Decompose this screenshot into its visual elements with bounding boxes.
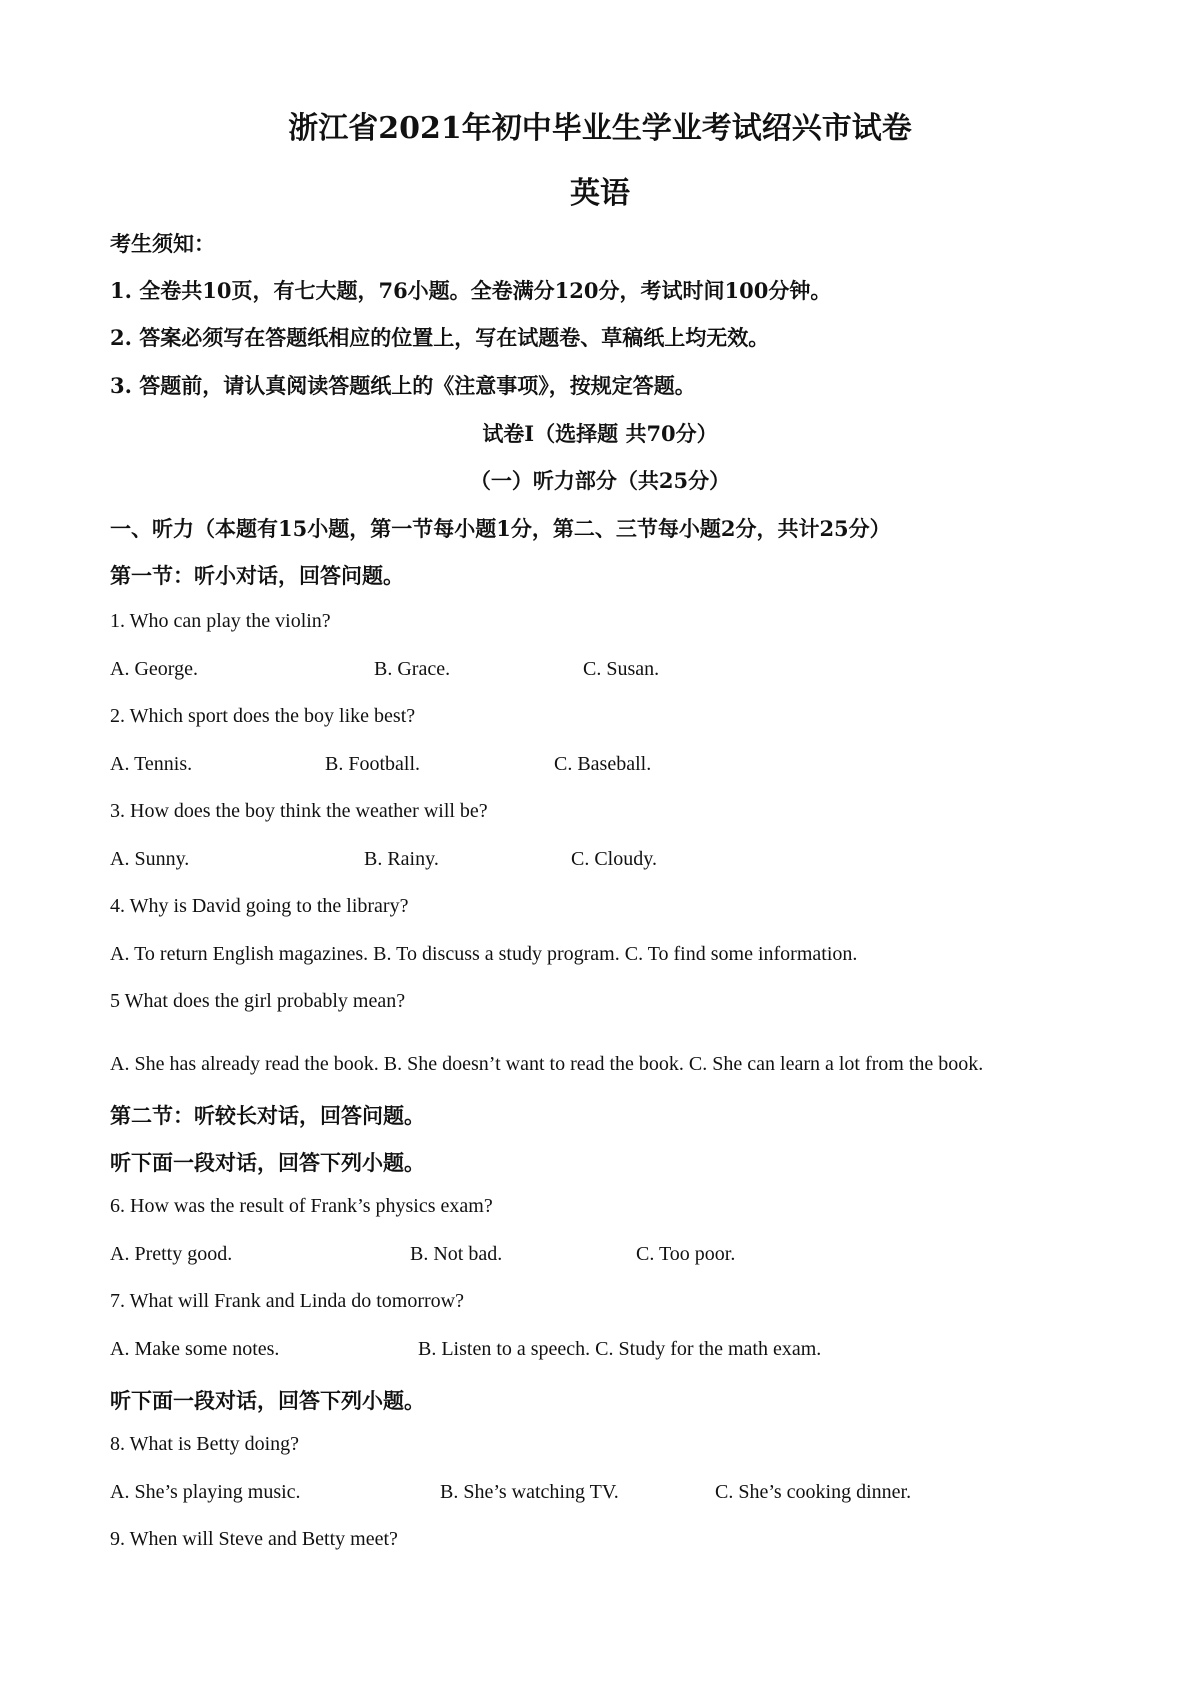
- q3-option-a: A. Sunny.: [110, 848, 190, 870]
- q6-option-a: A. Pretty good.: [110, 1243, 233, 1265]
- question-6: 6. How was the result of Frank’s physics exam?: [110, 1195, 493, 1217]
- notice-item-3: 3. 答题前，请认真阅读答题纸上的《注意事项》，按规定答题。: [110, 373, 696, 398]
- section1-heading: 第一节：听小对话，回答问题。: [110, 563, 404, 588]
- part-heading: 试卷I（选择题 共70分）: [482, 421, 718, 446]
- question-7: 7. What will Frank and Linda do tomorrow?: [110, 1290, 465, 1312]
- notice-item-1: 1. 全卷共10页，有七大题，76小题。全卷满分120分，考试时间100分钟。: [110, 278, 832, 303]
- question-9: 9. When will Steve and Betty meet?: [110, 1528, 398, 1550]
- question-1: 1. Who can play the violin?: [110, 610, 331, 632]
- q7-option-a: A. Make some notes.: [110, 1338, 280, 1360]
- notice-heading: 考生须知：: [110, 231, 215, 256]
- q1-option-c: C. Susan.: [583, 658, 660, 680]
- q6-option-b: B. Not bad.: [410, 1243, 503, 1265]
- section2-sub-instruction-2: 听下面一段对话，回答下列小题。: [110, 1388, 425, 1413]
- q8-option-c: C. She’s cooking dinner.: [715, 1481, 912, 1503]
- listening-instruction: 一、听力（本题有15小题，第一节每小题1分，第二、三节每小题2分，共计25分）: [110, 516, 891, 541]
- q7-option-bc: B. Listen to a speech. C. Study for the math exam.: [418, 1338, 822, 1360]
- q3-option-c: C. Cloudy.: [571, 848, 657, 870]
- question-8: 8. What is Betty doing?: [110, 1433, 300, 1455]
- q8-option-b: B. She’s watching TV.: [440, 1481, 619, 1503]
- notice-item-2: 2. 答案必须写在答题纸相应的位置上，写在试题卷、草稿纸上均无效。: [110, 325, 770, 350]
- question-3: 3. How does the boy think the weather will be?: [110, 800, 488, 822]
- section2-heading: 第二节：听较长对话，回答问题。: [110, 1103, 425, 1128]
- q1-option-b: B. Grace.: [374, 658, 451, 680]
- section-heading: （一）听力部分（共25分）: [469, 468, 731, 493]
- exam-title: 浙江省2021年初中毕业生学业考试绍兴市试卷: [288, 111, 912, 146]
- q4-options: A. To return English magazines. B. To discuss a study program. C. To find some information.: [110, 943, 858, 965]
- question-4: 4. Why is David going to the library?: [110, 895, 409, 917]
- q6-option-c: C. Too poor.: [636, 1243, 736, 1265]
- q8-option-a: A. She’s playing music.: [110, 1481, 301, 1503]
- q2-option-c: C. Baseball.: [554, 753, 652, 775]
- q1-option-a: A. George.: [110, 658, 198, 680]
- section2-sub-instruction-1: 听下面一段对话，回答下列小题。: [110, 1150, 425, 1175]
- q5-options: A. She has already read the book. B. She doesn’t want to read the book. C. She can learn a lot from the book.: [110, 1053, 984, 1075]
- question-2: 2. Which sport does the boy like best?: [110, 705, 416, 727]
- q2-option-a: A. Tennis.: [110, 753, 193, 775]
- q2-option-b: B. Football.: [325, 753, 421, 775]
- question-5: 5 What does the girl probably mean?: [110, 990, 406, 1012]
- q3-option-b: B. Rainy.: [364, 848, 439, 870]
- subject-title: 英语: [570, 176, 630, 211]
